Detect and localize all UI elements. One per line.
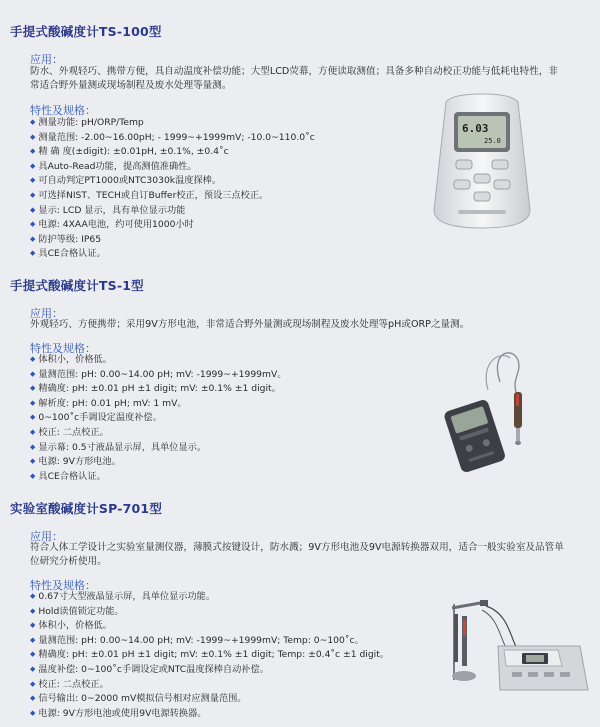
application-text bbox=[30, 318, 590, 332]
application-label: 应用： bbox=[30, 530, 63, 543]
features-label: 特性及规格： bbox=[30, 104, 96, 117]
features-label: 特性及规格： bbox=[30, 342, 96, 355]
feature-item: ◆ 测量功能: pH/ORP/Temp bbox=[30, 116, 315, 131]
feature-item: ◆ 校正: 二点校正。 bbox=[30, 678, 389, 693]
feature-item: ◆ 0~100˚c手调设定温度补偿。 bbox=[30, 411, 286, 426]
feature-item: ◆ Hold读值锁定功能。 bbox=[30, 605, 389, 620]
application-text bbox=[30, 541, 590, 569]
section-title: 实验室酸碱度计SP-701型 bbox=[10, 501, 163, 516]
features-list bbox=[30, 590, 389, 721]
feature-item: ◆ 测量范围: -2.00~16.00pH; - 1999~+1999mV; -10.0~110.0˚c bbox=[30, 131, 315, 146]
application-line: 防水、外观轻巧、携带方便，具自动温度补偿功能；大型LCD荧幕，方便读取测值；具备多种自动校正功能与低耗电特性，非 bbox=[30, 66, 558, 77]
feature-item: ◆ 量测范围: pH: 0.00~14.00 pH; mV: -1999~+1999mV。 bbox=[30, 368, 286, 383]
application-label: 应用： bbox=[30, 53, 63, 66]
feature-item: ◆ 具CE合格认证。 bbox=[30, 470, 286, 485]
section-title: 手提式酸碱度计TS-1型 bbox=[10, 278, 144, 293]
feature-item: ◆ 解析度: pH: 0.01 pH; mV: 1 mV。 bbox=[30, 397, 286, 412]
sp701-meter-image bbox=[440, 594, 590, 704]
section-sp701 bbox=[0, 490, 600, 727]
feature-item: ◆ 体积小，价格低。 bbox=[30, 619, 389, 634]
feature-item: ◆ 防护等级: IP65 bbox=[30, 233, 315, 248]
feature-item: ◆ 精确度: pH: ±0.01 pH ±1 digit; mV: ±0.1% ±1 digit。 bbox=[30, 382, 286, 397]
feature-item: ◆ 具CE合格认证。 bbox=[30, 247, 315, 262]
section-ts1 bbox=[0, 260, 600, 490]
lcd-temp: 25.0 bbox=[484, 137, 501, 145]
application-line: 位研究分析使用。 bbox=[30, 556, 107, 567]
application-line: 符合人体工学设计之实验室量测仪器，薄膜式按键设计，防水溅；9V方形电池及9V电源转换器双用，适合一般实验室及品管单 bbox=[30, 542, 564, 553]
feature-item: ◆ 可自动判定PT1000或NTC3030k温度探棒。 bbox=[30, 174, 315, 189]
feature-item: ◆ 显示: LCD 显示，具有单位显示功能 bbox=[30, 204, 315, 219]
feature-item: ◆ 0.67寸大型液晶显示屏，具单位显示功能。 bbox=[30, 590, 389, 605]
feature-item: ◆ 精 确 度(±digit): ±0.01pH, ±0.1%, ±0.4˚c bbox=[30, 145, 315, 160]
application-text bbox=[30, 65, 590, 93]
section-ts100 bbox=[0, 0, 600, 260]
section-title: 手提式酸碱度计TS-100型 bbox=[10, 24, 162, 39]
feature-item: ◆ 温度补偿: 0~100˚c手调设定或NTC温度探棒自动补偿。 bbox=[30, 663, 389, 678]
ts1-meter-image bbox=[440, 342, 550, 472]
feature-item: ◆ 可选择NIST、TECH或自订Buffer校正，预设三点校正。 bbox=[30, 189, 315, 204]
application-line: 常适合野外量测或现场制程及废水处理等量测。 bbox=[30, 80, 232, 91]
features-list bbox=[30, 353, 286, 484]
features-label: 特性及规格： bbox=[30, 579, 96, 592]
ts100-meter-image bbox=[432, 92, 532, 232]
feature-item: ◆ 体积小，价格低。 bbox=[30, 353, 286, 368]
feature-item: ◆ 显示幕: 0.5寸液晶显示屏，具单位显示。 bbox=[30, 441, 286, 456]
lcd-reading: 6.03 bbox=[462, 122, 489, 135]
feature-item: ◆ 量测范围: pH: 0.00~14.00 pH; mV: -1999~+1999mV; Temp: 0~100˚c。 bbox=[30, 634, 389, 649]
feature-item: ◆ 具Auto-Read功能，提高测值准确性。 bbox=[30, 160, 315, 175]
feature-item: ◆ 电源: 9V方形电池或使用9V电源转换器。 bbox=[30, 707, 389, 722]
feature-item: ◆ 电源: 4XAA电池，约可使用1000小时 bbox=[30, 218, 315, 233]
feature-item: ◆ 电源: 9V方形电池。 bbox=[30, 455, 286, 470]
feature-item: ◆ 精确度: pH: ±0.01 pH ±1 digit; mV: ±0.1% ±1 digit; Temp: ±0.4˚c ±1 digit。 bbox=[30, 648, 389, 663]
feature-item: ◆ 信号输出: 0~2000 mV模拟信号相对应测量范围。 bbox=[30, 692, 389, 707]
features-list bbox=[30, 116, 315, 262]
application-label: 应用： bbox=[30, 307, 63, 320]
feature-item: ◆ 校正: 二点校正。 bbox=[30, 426, 286, 441]
application-line: 外观轻巧、方便携带；采用9V方形电池，非常适合野外量测或现场制程及废水处理等pH或ORP之量测。 bbox=[30, 319, 470, 330]
